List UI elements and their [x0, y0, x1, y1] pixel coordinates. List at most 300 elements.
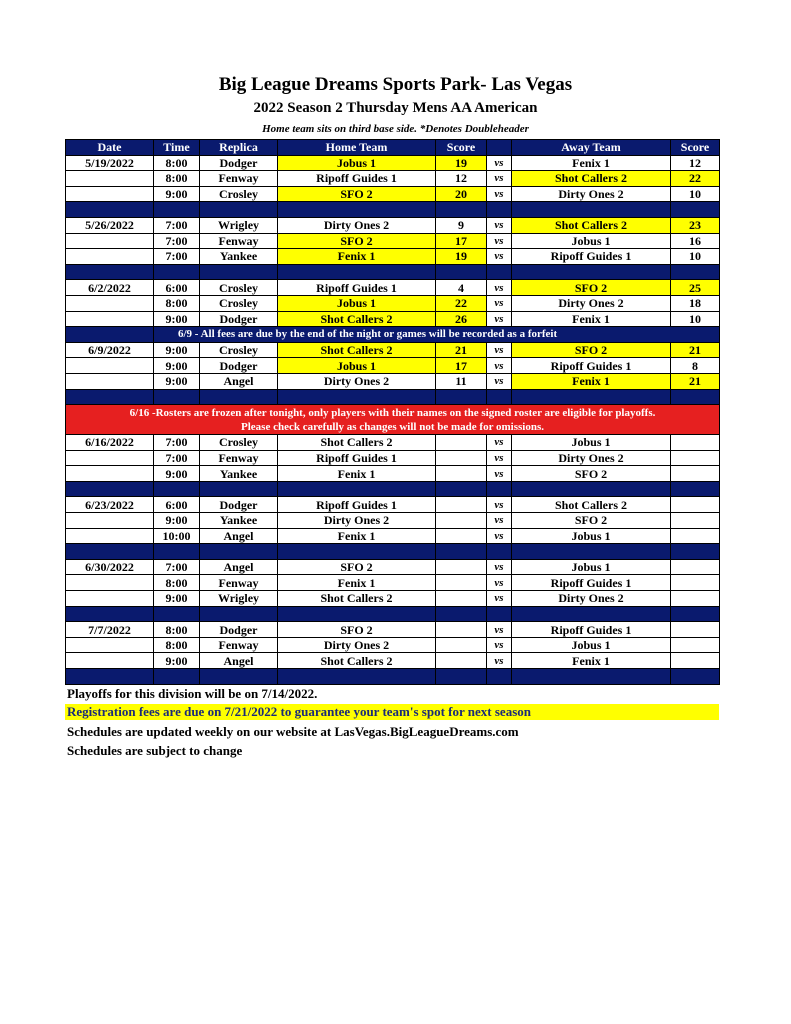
- game-time: 9:00: [154, 466, 200, 482]
- home-team: SFO 2: [278, 233, 436, 249]
- game-time: 9:00: [154, 186, 200, 202]
- game-time: 8:00: [154, 295, 200, 311]
- separator-cell: [66, 606, 154, 622]
- vs-label: vs: [487, 358, 512, 374]
- separator-cell: [671, 389, 720, 405]
- away-score: [671, 653, 720, 669]
- game-field: Crosley: [200, 435, 278, 451]
- separator-cell: [278, 264, 436, 280]
- separator-cell: [66, 389, 154, 405]
- away-score: 8: [671, 358, 720, 374]
- updates-note: Schedules are updated weekly on our website at LasVegas.BigLeagueDreams.com: [67, 724, 519, 739]
- away-score: [671, 637, 720, 653]
- vs-label: vs: [487, 513, 512, 529]
- separator-cell: [671, 264, 720, 280]
- separator-cell: [436, 389, 487, 405]
- col-header-date: Date: [66, 140, 154, 156]
- home-score: [436, 591, 487, 607]
- game-field: Fenway: [200, 637, 278, 653]
- game-row: [66, 186, 720, 202]
- game-row: [66, 217, 720, 233]
- game-row: [66, 155, 720, 171]
- separator-cell: [487, 264, 512, 280]
- away-team: Dirty Ones 2: [512, 450, 671, 466]
- game-date: 6/30/2022: [66, 559, 154, 575]
- game-date: [66, 171, 154, 187]
- game-row: [66, 358, 720, 374]
- game-row: [66, 435, 720, 451]
- home-score: 20: [436, 186, 487, 202]
- home-score: 4: [436, 280, 487, 296]
- page-subtitle: 2022 Season 2 Thursday Mens AA American: [253, 100, 538, 116]
- vs-label: vs: [487, 528, 512, 544]
- game-time: 9:00: [154, 591, 200, 607]
- week-separator-row: [66, 669, 720, 685]
- vs-label: vs: [487, 622, 512, 638]
- notice-spacer-cell: [66, 327, 154, 343]
- home-score: 19: [436, 249, 487, 265]
- home-score: 17: [436, 233, 487, 249]
- game-field: Fenway: [200, 233, 278, 249]
- home-team: Dirty Ones 2: [278, 217, 436, 233]
- vs-label: vs: [487, 280, 512, 296]
- vs-label: vs: [487, 233, 512, 249]
- separator-cell: [278, 202, 436, 218]
- page-title: Big League Dreams Sports Park- Las Vegas: [218, 74, 573, 95]
- home-score: [436, 450, 487, 466]
- game-row: [66, 528, 720, 544]
- home-team: Fenix 1: [278, 249, 436, 265]
- game-time: 7:00: [154, 233, 200, 249]
- home-team: Shot Callers 2: [278, 311, 436, 327]
- separator-cell: [512, 389, 671, 405]
- away-score: 18: [671, 295, 720, 311]
- separator-cell: [671, 202, 720, 218]
- away-team: Dirty Ones 2: [512, 591, 671, 607]
- game-field: Yankee: [200, 249, 278, 265]
- game-time: 9:00: [154, 358, 200, 374]
- separator-cell: [200, 264, 278, 280]
- separator-cell: [512, 544, 671, 560]
- week-separator-row: [66, 606, 720, 622]
- vs-label: vs: [487, 466, 512, 482]
- home-team: Dirty Ones 2: [278, 513, 436, 529]
- game-date: [66, 295, 154, 311]
- game-field: Yankee: [200, 513, 278, 529]
- home-team: Shot Callers 2: [278, 342, 436, 358]
- game-date: 6/9/2022: [66, 342, 154, 358]
- home-score: 26: [436, 311, 487, 327]
- home-score: [436, 497, 487, 513]
- separator-cell: [436, 481, 487, 497]
- game-time: 9:00: [154, 653, 200, 669]
- home-team: SFO 2: [278, 186, 436, 202]
- game-field: Angel: [200, 653, 278, 669]
- home-team: Ripoff Guides 1: [278, 450, 436, 466]
- separator-cell: [154, 389, 200, 405]
- change-note: Schedules are subject to change: [67, 743, 243, 758]
- vs-label: vs: [487, 653, 512, 669]
- col-header-vs: [487, 140, 512, 156]
- away-score: 10: [671, 186, 720, 202]
- game-time: 8:00: [154, 155, 200, 171]
- separator-cell: [66, 669, 154, 685]
- notice-row: [66, 327, 720, 343]
- game-row: [66, 622, 720, 638]
- game-date: 5/26/2022: [66, 217, 154, 233]
- away-team: Fenix 1: [512, 653, 671, 669]
- game-date: 7/7/2022: [66, 622, 154, 638]
- away-score: 21: [671, 342, 720, 358]
- col-header-away-score: Score: [671, 140, 720, 156]
- home-score: [436, 653, 487, 669]
- away-score: [671, 450, 720, 466]
- separator-cell: [671, 481, 720, 497]
- game-time: 8:00: [154, 575, 200, 591]
- home-score: 9: [436, 217, 487, 233]
- home-team: Ripoff Guides 1: [278, 280, 436, 296]
- separator-cell: [278, 389, 436, 405]
- vs-label: vs: [487, 373, 512, 389]
- separator-cell: [512, 669, 671, 685]
- game-field: Dodger: [200, 311, 278, 327]
- away-team: Shot Callers 2: [512, 497, 671, 513]
- game-time: 7:00: [154, 435, 200, 451]
- home-score: 12: [436, 171, 487, 187]
- home-team: Ripoff Guides 1: [278, 497, 436, 513]
- home-team: Jobus 1: [278, 155, 436, 171]
- home-score: 17: [436, 358, 487, 374]
- vs-label: vs: [487, 249, 512, 265]
- separator-cell: [154, 264, 200, 280]
- game-field: Crosley: [200, 342, 278, 358]
- vs-label: vs: [487, 342, 512, 358]
- game-time: 8:00: [154, 171, 200, 187]
- game-field: Wrigley: [200, 217, 278, 233]
- vs-label: vs: [487, 450, 512, 466]
- vs-label: vs: [487, 575, 512, 591]
- game-time: 9:00: [154, 311, 200, 327]
- game-time: 6:00: [154, 280, 200, 296]
- separator-cell: [436, 606, 487, 622]
- game-date: [66, 358, 154, 374]
- game-row: [66, 575, 720, 591]
- separator-cell: [487, 389, 512, 405]
- vs-label: vs: [487, 295, 512, 311]
- separator-cell: [487, 481, 512, 497]
- away-team: Ripoff Guides 1: [512, 575, 671, 591]
- separator-cell: [66, 202, 154, 218]
- separator-cell: [66, 481, 154, 497]
- away-score: 12: [671, 155, 720, 171]
- game-row: [66, 466, 720, 482]
- away-score: [671, 591, 720, 607]
- game-row: [66, 295, 720, 311]
- separator-cell: [512, 264, 671, 280]
- game-date: [66, 450, 154, 466]
- away-team: Ripoff Guides 1: [512, 358, 671, 374]
- separator-cell: [512, 202, 671, 218]
- col-header-away-team: Away Team: [512, 140, 671, 156]
- game-field: Angel: [200, 528, 278, 544]
- roster-alert-line1: 6/16 -Rosters are frozen after tonight, only players with their names on the signed roster are eligible for playoffs.: [129, 406, 656, 419]
- away-team: SFO 2: [512, 513, 671, 529]
- game-field: Dodger: [200, 622, 278, 638]
- away-team: Dirty Ones 2: [512, 295, 671, 311]
- away-score: [671, 435, 720, 451]
- separator-cell: [487, 669, 512, 685]
- home-score: [436, 575, 487, 591]
- vs-label: vs: [487, 637, 512, 653]
- separator-cell: [671, 606, 720, 622]
- home-score: 21: [436, 342, 487, 358]
- col-header-time: Time: [154, 140, 200, 156]
- separator-cell: [487, 202, 512, 218]
- home-score: [436, 559, 487, 575]
- game-date: [66, 653, 154, 669]
- home-score: [436, 435, 487, 451]
- separator-cell: [671, 669, 720, 685]
- separator-cell: [512, 481, 671, 497]
- game-date: [66, 311, 154, 327]
- game-time: 7:00: [154, 217, 200, 233]
- roster-alert: [66, 405, 720, 435]
- home-team: Ripoff Guides 1: [278, 171, 436, 187]
- game-date: 5/19/2022: [66, 155, 154, 171]
- home-team: Shot Callers 2: [278, 435, 436, 451]
- game-row: [66, 280, 720, 296]
- away-team: Ripoff Guides 1: [512, 622, 671, 638]
- separator-cell: [200, 202, 278, 218]
- game-field: Angel: [200, 559, 278, 575]
- notice-text: 6/9 - All fees are due by the end of the night or games will be recorded as a forfeit: [154, 327, 720, 343]
- separator-cell: [278, 669, 436, 685]
- away-score: 23: [671, 217, 720, 233]
- vs-label: vs: [487, 171, 512, 187]
- game-row: [66, 591, 720, 607]
- game-row: [66, 249, 720, 265]
- game-time: 9:00: [154, 513, 200, 529]
- home-team: Dirty Ones 2: [278, 373, 436, 389]
- home-score: [436, 466, 487, 482]
- separator-cell: [154, 544, 200, 560]
- game-field: Dodger: [200, 358, 278, 374]
- game-row: [66, 373, 720, 389]
- home-team: SFO 2: [278, 622, 436, 638]
- away-team: Dirty Ones 2: [512, 186, 671, 202]
- game-row: [66, 171, 720, 187]
- separator-cell: [200, 544, 278, 560]
- game-row: [66, 637, 720, 653]
- game-time: 7:00: [154, 249, 200, 265]
- game-date: [66, 373, 154, 389]
- home-team: SFO 2: [278, 559, 436, 575]
- game-field: Angel: [200, 373, 278, 389]
- away-team: Shot Callers 2: [512, 171, 671, 187]
- away-score: [671, 528, 720, 544]
- table-header-row: [66, 140, 720, 156]
- away-score: 10: [671, 311, 720, 327]
- game-row: [66, 513, 720, 529]
- game-field: Fenway: [200, 450, 278, 466]
- game-row: [66, 233, 720, 249]
- separator-cell: [436, 264, 487, 280]
- week-separator-row: [66, 264, 720, 280]
- home-team: Shot Callers 2: [278, 591, 436, 607]
- separator-cell: [66, 544, 154, 560]
- away-score: 21: [671, 373, 720, 389]
- away-team: Jobus 1: [512, 637, 671, 653]
- registration-note: Registration fees are due on 7/21/2022 to guarantee your team's spot for next season: [65, 704, 719, 720]
- vs-label: vs: [487, 217, 512, 233]
- home-score: 22: [436, 295, 487, 311]
- week-separator-row: [66, 389, 720, 405]
- away-team: Ripoff Guides 1: [512, 249, 671, 265]
- away-score: 22: [671, 171, 720, 187]
- game-date: [66, 528, 154, 544]
- week-separator-row: [66, 202, 720, 218]
- vs-label: vs: [487, 591, 512, 607]
- schedule-table: [65, 139, 720, 685]
- separator-cell: [154, 481, 200, 497]
- separator-cell: [671, 544, 720, 560]
- game-date: [66, 513, 154, 529]
- game-date: [66, 233, 154, 249]
- separator-cell: [154, 669, 200, 685]
- game-date: [66, 249, 154, 265]
- game-row: [66, 342, 720, 358]
- separator-cell: [154, 202, 200, 218]
- game-field: Yankee: [200, 466, 278, 482]
- away-score: [671, 622, 720, 638]
- game-row: [66, 559, 720, 575]
- game-date: [66, 591, 154, 607]
- away-team: Jobus 1: [512, 559, 671, 575]
- game-row: [66, 653, 720, 669]
- game-time: 8:00: [154, 637, 200, 653]
- separator-cell: [512, 606, 671, 622]
- home-score: [436, 637, 487, 653]
- game-time: 6:00: [154, 497, 200, 513]
- away-score: 10: [671, 249, 720, 265]
- home-team: Fenix 1: [278, 528, 436, 544]
- home-score: 11: [436, 373, 487, 389]
- game-field: Crosley: [200, 280, 278, 296]
- game-date: [66, 637, 154, 653]
- away-team: Jobus 1: [512, 435, 671, 451]
- away-team: Fenix 1: [512, 373, 671, 389]
- away-team: SFO 2: [512, 466, 671, 482]
- home-score: 19: [436, 155, 487, 171]
- game-time: 7:00: [154, 450, 200, 466]
- vs-label: vs: [487, 186, 512, 202]
- game-date: [66, 466, 154, 482]
- game-time: 7:00: [154, 559, 200, 575]
- game-date: [66, 186, 154, 202]
- away-score: [671, 575, 720, 591]
- separator-cell: [278, 606, 436, 622]
- separator-cell: [487, 544, 512, 560]
- separator-cell: [200, 606, 278, 622]
- game-row: [66, 311, 720, 327]
- home-score: [436, 513, 487, 529]
- away-team: Jobus 1: [512, 528, 671, 544]
- home-team: Dirty Ones 2: [278, 637, 436, 653]
- game-time: 10:00: [154, 528, 200, 544]
- game-field: Wrigley: [200, 591, 278, 607]
- separator-cell: [200, 389, 278, 405]
- game-time: 9:00: [154, 373, 200, 389]
- away-team: Fenix 1: [512, 311, 671, 327]
- separator-cell: [154, 606, 200, 622]
- game-date: 6/16/2022: [66, 435, 154, 451]
- separator-cell: [278, 481, 436, 497]
- separator-cell: [200, 481, 278, 497]
- away-team: Jobus 1: [512, 233, 671, 249]
- away-team: Shot Callers 2: [512, 217, 671, 233]
- separator-cell: [436, 202, 487, 218]
- week-separator-row: [66, 481, 720, 497]
- game-field: Dodger: [200, 497, 278, 513]
- away-score: [671, 559, 720, 575]
- home-team: Fenix 1: [278, 466, 436, 482]
- roster-alert-line2: Please check carefully as changes will not be made for omissions.: [241, 420, 544, 433]
- col-header-replica: Replica: [200, 140, 278, 156]
- game-row: [66, 450, 720, 466]
- game-date: 6/2/2022: [66, 280, 154, 296]
- separator-cell: [66, 264, 154, 280]
- schedule-note: Home team sits on third base side. *Denotes Doubleheader: [262, 123, 529, 135]
- home-score: [436, 622, 487, 638]
- col-header-home-team: Home Team: [278, 140, 436, 156]
- game-row: [66, 497, 720, 513]
- game-time: 8:00: [154, 622, 200, 638]
- home-team: Jobus 1: [278, 295, 436, 311]
- away-score: [671, 513, 720, 529]
- away-score: [671, 466, 720, 482]
- vs-label: vs: [487, 435, 512, 451]
- away-team: SFO 2: [512, 342, 671, 358]
- home-team: Shot Callers 2: [278, 653, 436, 669]
- game-date: [66, 575, 154, 591]
- away-team: SFO 2: [512, 280, 671, 296]
- col-header-home-score: Score: [436, 140, 487, 156]
- game-field: Fenway: [200, 171, 278, 187]
- game-field: Dodger: [200, 155, 278, 171]
- game-field: Fenway: [200, 575, 278, 591]
- game-field: Crosley: [200, 295, 278, 311]
- game-time: 9:00: [154, 342, 200, 358]
- game-field: Crosley: [200, 186, 278, 202]
- home-team: Jobus 1: [278, 358, 436, 374]
- separator-cell: [436, 669, 487, 685]
- vs-label: vs: [487, 311, 512, 327]
- game-date: 6/23/2022: [66, 497, 154, 513]
- vs-label: vs: [487, 559, 512, 575]
- away-score: [671, 497, 720, 513]
- playoffs-note: Playoffs for this division will be on 7/14/2022.: [67, 686, 318, 701]
- vs-label: vs: [487, 155, 512, 171]
- separator-cell: [200, 669, 278, 685]
- separator-cell: [487, 606, 512, 622]
- home-team: Fenix 1: [278, 575, 436, 591]
- away-score: 25: [671, 280, 720, 296]
- vs-label: vs: [487, 497, 512, 513]
- away-team: Fenix 1: [512, 155, 671, 171]
- separator-cell: [278, 544, 436, 560]
- home-score: [436, 528, 487, 544]
- roster-alert-row: [66, 405, 720, 435]
